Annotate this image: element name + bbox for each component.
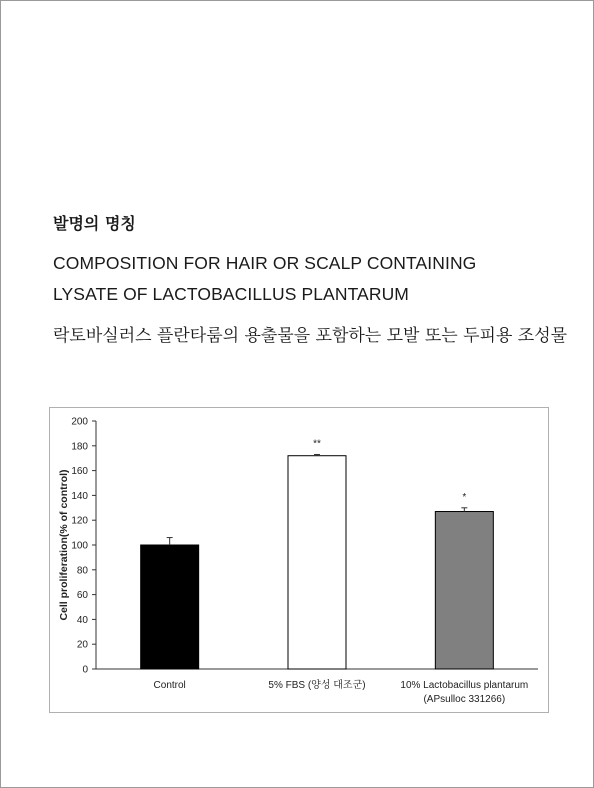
significance-label: ** (313, 438, 321, 450)
y-tick-label: 40 (76, 614, 88, 626)
x-category-label: (APsulloc 331266) (423, 694, 506, 705)
bar (288, 456, 346, 669)
y-tick-label: 0 (82, 664, 88, 676)
title-korean: 락토바실러스 플란타룸의 용출물을 포함하는 모발 또는 두피용 조성물 (53, 326, 568, 346)
x-category-label: Control (153, 680, 186, 691)
title-english-line-2: LYSATE OF LACTOBACILLUS PLANTARUM (53, 284, 409, 304)
y-tick-label: 180 (71, 441, 88, 453)
title-english (53, 248, 476, 310)
y-tick-label: 160 (71, 466, 88, 478)
y-tick-label: 20 (76, 639, 88, 651)
y-tick-label: 100 (71, 540, 88, 552)
bar (141, 545, 199, 669)
figure-bar-chart (49, 407, 549, 713)
title-english-line-1: COMPOSITION FOR HAIR OR SCALP CONTAINING (53, 253, 477, 273)
y-tick-label: 120 (71, 515, 88, 527)
x-category-label: 10% Lactobacillus plantarum (400, 680, 529, 691)
significance-label: * (462, 491, 467, 503)
y-tick-label: 140 (71, 490, 88, 502)
y-axis-title: Cell proliferation(% of control) (58, 469, 70, 621)
bar-chart (50, 408, 548, 712)
bar (435, 512, 493, 669)
y-tick-label: 60 (76, 590, 88, 602)
y-tick-label: 80 (76, 565, 88, 577)
x-category-label: 5% FBS (양성 대조군) (268, 680, 366, 691)
section-label: 발명의 명칭 (53, 214, 136, 233)
y-tick-label: 200 (71, 416, 88, 428)
